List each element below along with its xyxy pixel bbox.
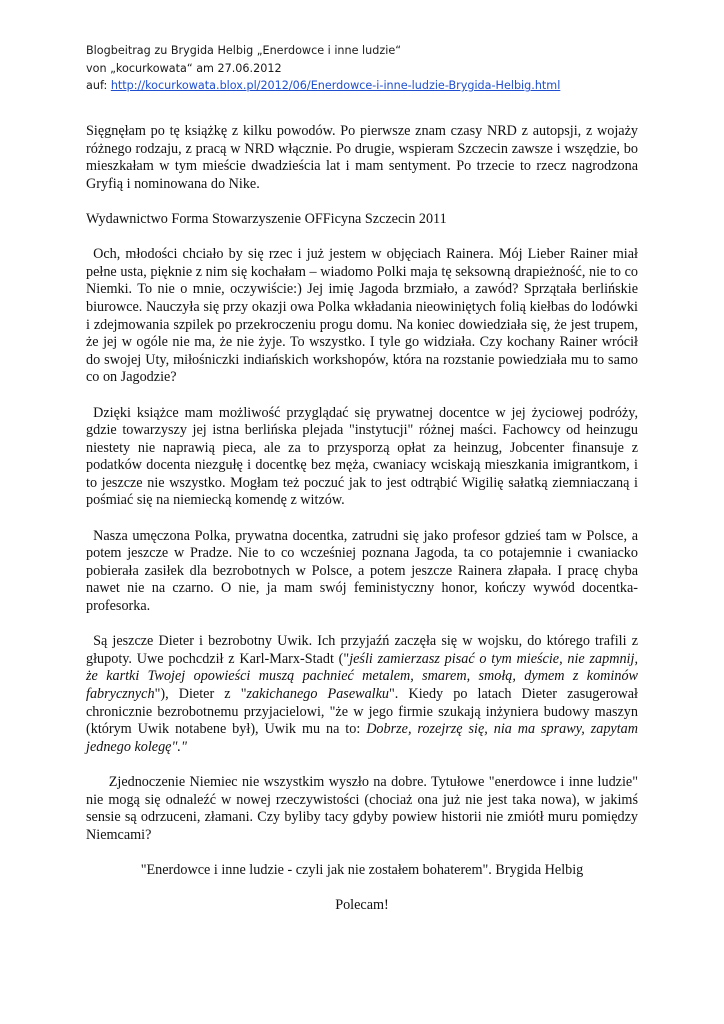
p6-quote-karl-marx-stadt: jeśli zamierzasz pisać o tym mieście, nie zapmnij, że kartki Twojej opowieści muszą pachnieć metalem, smarem, smołą, dymem z kominów fabrycznych	[86, 650, 638, 702]
paragraph-book-title: "Enerdowce i inne ludzie - czyli jak nie zostałem bohaterem". Brygida Helbig	[140, 861, 584, 878]
paragraph-publisher: Wydawnictwo Forma Stowarzyszenie OFFicyna Szczecin 2011	[86, 210, 447, 227]
paragraph-recommend: Polecam!	[335, 897, 389, 914]
article-body	[86, 123, 638, 932]
p6-quote-pasewalk: zakichanego Pasewalku	[246, 686, 390, 702]
paragraph-reunification: Zjednoczenie Niemiec nie wszystkim wyszło na dobre. Tytułowe "enerdowce i inne ludzie" nie mogą się odnaleźć w nowej rzeczywistości (chociaż ona już nie jest taka nowa), w jakimś sensie są odrzuceni, złamani. Czy byliby tacy gdyby powiew historii nie zmiótł muru pomiędzy Niemcami?	[86, 773, 638, 843]
paragraph-intro: Sięgnęłam po tę książkę z kilku powodów. Po pierwsze znam czasy NRD z autopsji, z wojaży różnego rodzaju, z pracą w NRD włącznie. Po drugie, wspieram Szczecin zawsze i wszędzie, bo mieszkałam w tym mieście dwadzieścia lat i mam sentyment. Po trzecie to rzecz nagrodzona Gryfią i nominowana do Nike.	[86, 123, 638, 192]
paragraph-polka: Nasza umęczona Polka, prywatna docentka, zatrudni się jako profesor gdzieś tam w Polsce, a potem jeszcze w Pradze. Nie to co wcześniej poznana Jagoda, ta co potajemnie i cwaniacko pobierała zasiłek dla bezrobotnych w Polsce, a potem jeszcze Rainera złapała. I pracę chyba nawet nie na czarno. O nie, ja mam swój feministyczny honor, kończy wywód docentka-profesorka.	[86, 527, 638, 615]
document-header	[86, 42, 646, 95]
header-title-line: Blogbeitrag zu Brygida Helbig „Enerdowce i inne ludzie“	[86, 44, 402, 57]
p6-text-e: ". Kiedy po latach Dieter zasugerował chronicznie bezrobotnemu przyjacielowi, "że w jego firmie szukają inżyniera budowy maszyn (którym Uwik notabene był), Uwik mu na to:	[86, 686, 638, 738]
p6-quote-uwik: Dobrze, rozejrzę się, nia ma sprawy, zapytam jednego kolegę"."	[86, 721, 638, 755]
paragraph-rainer: Och, młodości chciało by się rzec i już jestem w objęciach Rainera. Mój Lieber Rainer miał pełne usta, pięknie z nim się kochałam – wiadomo Polki maja tę seksowną drapieżność, nie to co Niemki. To nie o mnie, oczywiście:) Jej imię Jagoda brzmiało, a zawód? Sprzątała berlińskie biurowce. Nauczyła się przy okazji owa Polka wkładania nieowiniętych folią kiełbas do lodówki i zdejmowania szpilek po przekroczeniu progu domu. Na koniec dowiedziała się, że jest trupem, że jej w ogóle nie ma, że nie żyje. To wszystko. I tyle go widziała. Czy kochany Rainer wrócił do swojej Uty, miłośniczki indiańskich workshopów, która na rozstanie powiedziała mu to samo co on Jagodzie?	[86, 246, 638, 386]
source-link[interactable]: http://kocurkowata.blox.pl/2012/06/Enerdowce-i-inne-ludzie-Brygida-Helbig.html	[110, 79, 561, 92]
header-source-line	[86, 77, 646, 95]
paragraph-dieter-uwik	[86, 633, 638, 756]
source-prefix: auf:	[86, 79, 111, 92]
p6-text-a: Są jeszcze Dieter i bezrobotny Uwik. Ich przyjaźń zaczęła się w wojsku, do którego trafili z głupoty. Uwe pochcdził z Karl-Marx-Stadt ("	[86, 633, 638, 667]
paragraph-docentka: Dzięki książce mam możliwość przyglądać się prywatnej docentce w jej życiowej podróży, gdzie towarzyszy jej istna berlińska plejada "instytucji" różnej maści. Fachowcy od heinzugu niestety nie naprawią pieca, ale za to przysporzą opłat za heinzug, Jobcenter finansuje z podatków docenta niezgułę i docentkę bez męża, cwaniacy wciskają mieszkania imigrantkom, i to jeszcze nie wszystko. Mogłam też poczuć jak to jest odtrąbić Wigilię sałatką ziemniaczaną i pośmiać się na niemiecką komendę z witzów.	[86, 404, 638, 509]
p6-text-c: "), Dieter z "	[154, 686, 247, 702]
header-author-date-line: von „kocurkowata“ am 27.06.2012	[86, 61, 282, 75]
